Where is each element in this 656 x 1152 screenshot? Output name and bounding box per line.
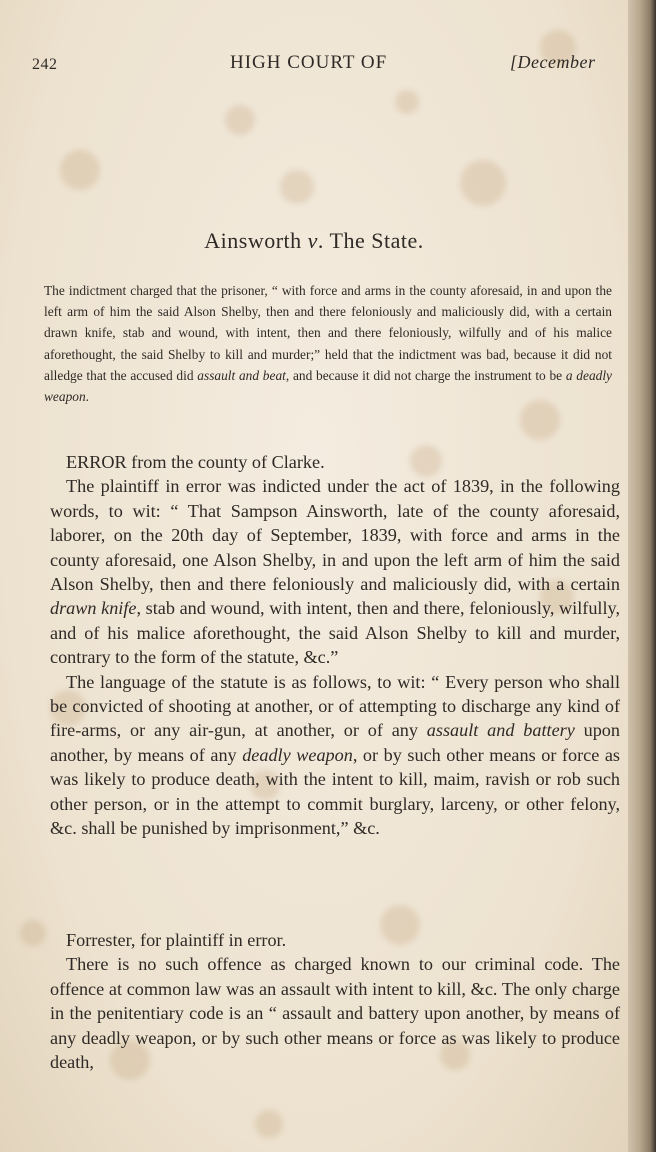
running-header [0,50,628,74]
headnote-text-2: , and because it did not charge the instrument to be [285,367,566,383]
indictment-italic: drawn knife [50,598,137,619]
running-head: HIGH COURT OF [230,52,388,73]
month-head: [December [510,52,596,72]
page-number: 242 [32,56,58,73]
headnote-text-1: The indictment charged that the prisoner, “ with force and arms in the county aforesaid, in and upon the left arm of him the said Alson Shelby, then and there feloniously and maliciously did, with a certain drawn knife, stab and wound, with intent, then and there feloniously, wilfully and of his malice aforethought, the said Shelby to kill and murder;” held that the indictment was bad, because it did not alledge that the accused did [44,283,612,383]
paragraph-error: ERROR from the county of Clarke. [66,452,325,472]
statute-italic-2: deadly weapon [242,744,353,765]
foxing-stain [280,170,314,204]
case-title-part-1: Ainsworth [204,228,308,253]
indictment-text-2: , stab and wound, with intent, then and there, feloniously, wilfully, and of his malice aforethought, the said Alson Shelby to kill and murder, contrary to the form of the statute, &c.” [50,598,620,668]
paragraph-indictment [50,474,620,669]
headnote-italic-1: assault and beat [197,367,286,383]
statute-text-3: , or by such other means or force as was likely to produce death, with the intent to kill, maim, ravish or rob such other person, or in the attempt to commit burglary, larceny, or other felony, &c. shall be punished by imprisonment,” &c. [50,744,620,839]
foxing-stain [255,1110,283,1138]
statute-text-2: upon another, by means of any [50,720,620,765]
indictment-text-1: The plaintiff in error was indicted under the act of 1839, in the following words, to wit: “ That Sampson Ainsworth, late of the county aforesaid, laborer, on the 20th day of September, 1839, with force and arms in the county aforesaid, one Alson Shelby, in and upon the left arm of him the said Alson Shelby, then and there feloniously and maliciously did, with a certain [50,476,620,595]
foxing-stain [395,90,419,114]
paragraph-argument: There is no such offence as charged known to our criminal code. The offence at common law was an assault with intent to kill, &c. The only charge in the penitentiary code is an “ assault and battery upon another, by means of any deadly weapon, or by such other means or force as was likely to produce death, [50,954,620,1073]
paragraph-statute [50,670,620,841]
foxing-stain [20,920,46,946]
paragraph-counsel: Forrester, for plaintiff in error. [66,930,287,950]
opinion-body-upper [50,450,620,841]
case-title [0,228,628,254]
page-edge [628,0,656,1152]
statute-text-1: The language of the statute is as follows, to wit: “ Every person who shall be convicted of shooting at another, or of attempting to discharge any kind of fire-arms, or any air-gun, at another, or of any [50,671,620,741]
opinion-body-lower [50,928,620,1074]
foxing-stain [460,160,506,206]
foxing-stain [225,105,255,135]
headnote [44,280,612,407]
foxing-stain [60,150,100,190]
case-title-part-2: . The State. [317,228,424,253]
headnote-text-3: . [85,389,90,405]
statute-italic-1: assault and battery [426,720,575,741]
headnote-italic-2: a deadly weapon [44,367,613,405]
case-title-versus: v [307,228,318,253]
